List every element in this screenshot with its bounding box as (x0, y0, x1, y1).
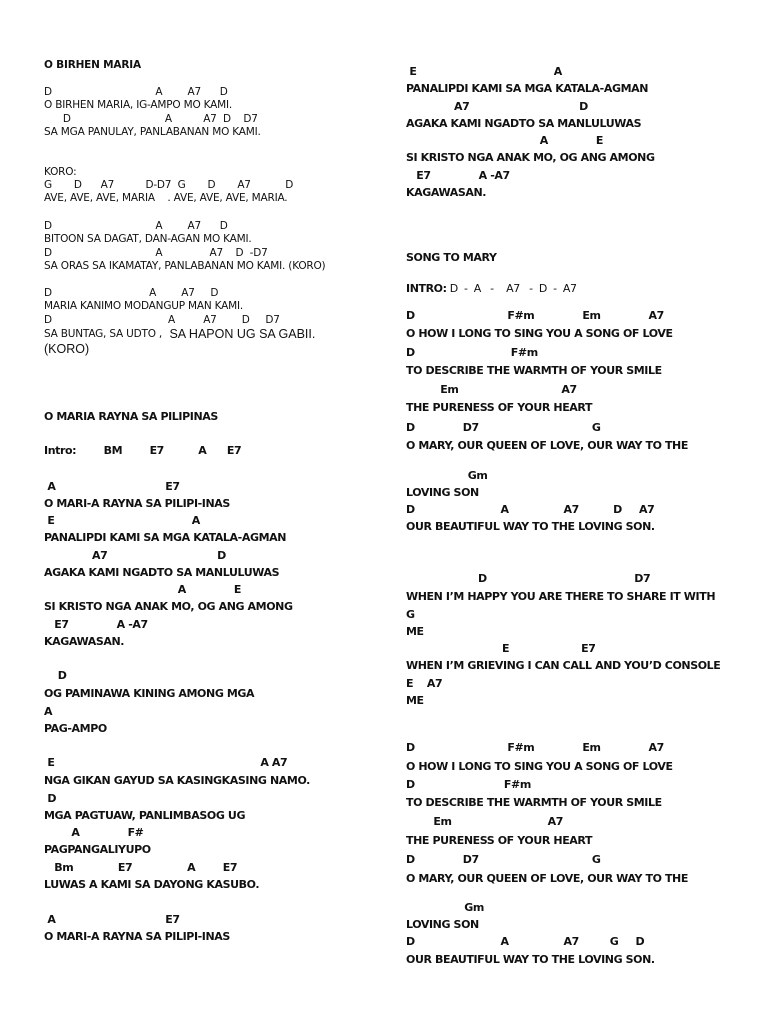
chord-line: A E (44, 583, 241, 596)
chord-line: D (44, 669, 67, 682)
song-title-song-to-mary: SONG TO MARY (406, 251, 497, 264)
lyric-line: O MARY, OUR QUEEN OF LOVE, OUR WAY TO THE (406, 872, 688, 885)
chord-line: D F#m Em A7 (406, 309, 664, 322)
lyric-line: PAG-AMPO (44, 722, 107, 735)
lyric-line: O MARI-A RAYNA SA PILIPI-INAS (44, 930, 230, 943)
chord-line: D F#m (406, 346, 538, 359)
lyric-line: O BIRHEN MARIA, IG-AMPO MO KAMI. (44, 99, 233, 111)
lyric-line: MARIA KANIMO MODANGUP MAN KAMI. (44, 300, 244, 312)
chord-line: Em A7 (406, 815, 564, 828)
chord-line: D D7 (406, 572, 651, 585)
chord-line: D A A7 D (44, 287, 219, 299)
lyric-line: O MARI-A RAYNA SA PILIPI-INAS (44, 497, 230, 510)
chord-line: A E7 (44, 480, 180, 493)
lyric-line: SA MGA PANULAY, PANLABANAN MO KAMI. (44, 126, 261, 138)
chord-line: A E (406, 134, 603, 147)
lyric-line: OUR BEAUTIFUL WAY TO THE LOVING SON. (406, 520, 655, 533)
lyric-line: BITOON SA DAGAT, DAN-AGAN MO KAMI. (44, 233, 252, 245)
chord-line: A E7 (44, 913, 180, 926)
chord-line: D A A7 D (44, 86, 228, 98)
chord-line: G (406, 608, 415, 621)
intro-chords: D - A - A7 - D - A7 (446, 282, 577, 295)
chord-line: D A A7 D D7 (44, 314, 280, 326)
lyric-line: SA BUNTAG, SA UDTO , (44, 328, 163, 340)
chord-line: E E7 (406, 642, 596, 655)
chord-line: E A7 (406, 677, 443, 690)
lyric-line: THE PURENESS OF YOUR HEART (406, 834, 593, 847)
intro-line (406, 280, 577, 296)
lyric-line: KAGAWASAN. (406, 186, 487, 199)
chord-line: D F#m Em A7 (406, 741, 664, 754)
chord-line: D A A7 D D7 (44, 113, 258, 125)
chord-line: E A A7 (44, 756, 288, 769)
lyric-line: AVE, AVE, AVE, MARIA . AVE, AVE, AVE, MARIA. (44, 192, 288, 204)
koro-reference: (KORO) (44, 342, 90, 356)
lyric-line: THE PURENESS OF YOUR HEART (406, 401, 593, 414)
chord-line: G D A7 D-D7 G D A7 D (44, 179, 294, 191)
lyric-line: PAGPANGALIYUPO (44, 843, 151, 856)
chord-line: D A A7 G D (406, 935, 645, 948)
chord-line: E7 A -A7 (44, 618, 148, 631)
lyric-line: ME (406, 625, 424, 638)
lyric-line: O HOW I LONG TO SING YOU A SONG OF LOVE (406, 327, 673, 340)
lyric-line: PANALIPDI KAMI SA MGA KATALA-AGMAN (44, 531, 287, 544)
chord-line: D F#m (406, 778, 531, 791)
song-title-o-birhen-maria: O BIRHEN MARIA (44, 59, 141, 71)
lyric-line: SI KRISTO NGA ANAK MO, OG ANG AMONG (406, 151, 655, 164)
intro-label: INTRO: (406, 282, 447, 295)
chord-line: A7 D (44, 549, 226, 562)
chord-line: A7 D (406, 100, 588, 113)
chord-line: Em A7 (406, 383, 577, 396)
koro-label: KORO: (44, 166, 77, 178)
chord-line: E A (406, 65, 562, 78)
lyric-line: LOVING SON (406, 486, 479, 499)
lyric-line: AGAKA KAMI NGADTO SA MANLULUWAS (44, 566, 280, 579)
chord-line: D D7 G (406, 853, 601, 866)
lyric-line: KAGAWASAN. (44, 635, 125, 648)
lyric-line: AGAKA KAMI NGADTO SA MANLULUWAS (406, 117, 642, 130)
lyric-line: PANALIPDI KAMI SA MGA KATALA-AGMAN (406, 82, 649, 95)
chord-line: D D7 G (406, 421, 601, 434)
chord-line: D (44, 792, 57, 805)
lyric-line: SA HAPON UG SA GABII. (166, 327, 316, 341)
lyric-line: ME (406, 694, 424, 707)
lyric-line: TO DESCRIBE THE WARMTH OF YOUR SMILE (406, 796, 662, 809)
chord-line: Bm E7 A E7 (44, 861, 238, 874)
lyric-line: LUWAS A KAMI SA DAYONG KASUBO. (44, 878, 260, 891)
chord-line: D A A7 D (44, 220, 228, 232)
lyric-line: O HOW I LONG TO SING YOU A SONG OF LOVE (406, 760, 673, 773)
chord-line: D A A7 D -D7 (44, 247, 268, 259)
lyric-line: MGA PAGTUAW, PANLIMBASOG UG (44, 809, 246, 822)
lyric-line: OG PAMINAWA KINING AMONG MGA (44, 687, 255, 700)
chord-line: E A (44, 514, 200, 527)
lyric-line: WHEN I’M GRIEVING I CAN CALL AND YOU’D CONSOLE (406, 659, 721, 672)
intro-line: Intro: BM E7 A E7 (44, 444, 242, 457)
lyric-line: LOVING SON (406, 918, 479, 931)
lyric-line: O MARY, OUR QUEEN OF LOVE, OUR WAY TO THE (406, 439, 688, 452)
chord-line: D A A7 D A7 (406, 503, 655, 516)
lyric-line: OUR BEAUTIFUL WAY TO THE LOVING SON. (406, 953, 655, 966)
lyric-line: TO DESCRIBE THE WARMTH OF YOUR SMILE (406, 364, 662, 377)
lyric-line: WHEN I’M HAPPY YOU ARE THERE TO SHARE IT WITH (406, 590, 716, 603)
chord-line: A (44, 705, 53, 718)
lyric-line: SA ORAS SA IKAMATAY, PANLABANAN MO KAMI. (KORO) (44, 260, 326, 272)
chord-line: E7 A -A7 (406, 169, 510, 182)
chord-line: Gm (406, 901, 484, 914)
lyric-line: NGA GIKAN GAYUD SA KASINGKASING NAMO. (44, 774, 310, 787)
lyric-line: SI KRISTO NGA ANAK MO, OG ANG AMONG (44, 600, 293, 613)
song-title-o-maria-rayna: O MARIA RAYNA SA PILIPINAS (44, 410, 218, 423)
chord-line: Gm (406, 469, 488, 482)
chord-line: A F# (44, 826, 144, 839)
